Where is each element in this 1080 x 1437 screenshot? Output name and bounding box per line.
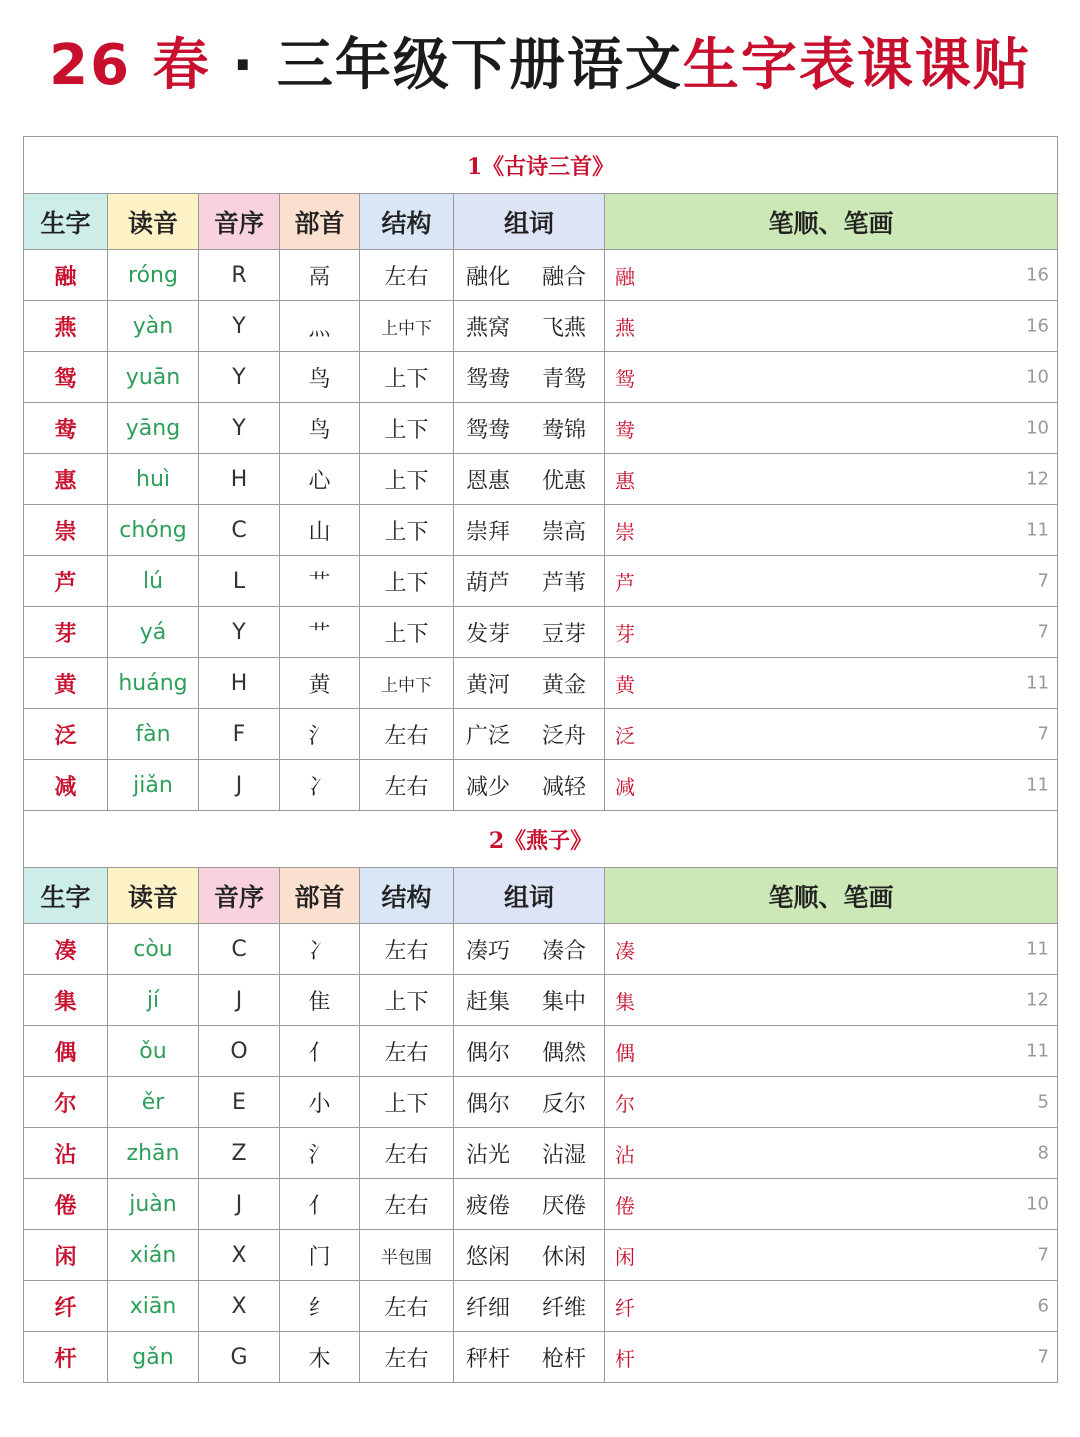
- structure-cell: 左右: [360, 1026, 454, 1077]
- radical-cell: 灬: [280, 301, 360, 352]
- word-1: 沾光: [466, 1142, 511, 1168]
- stroke-count: 12: [1026, 989, 1049, 1011]
- char-cell: 尔: [24, 1077, 108, 1128]
- char-cell: 鸯: [24, 403, 108, 454]
- word-2: 偶然: [542, 1040, 587, 1066]
- word-1: 秤杆: [466, 1346, 511, 1372]
- stroke-final-char: 偶: [615, 1040, 636, 1065]
- stroke-order-cell: [605, 1230, 1058, 1281]
- structure-cell: 左右: [360, 1281, 454, 1332]
- stroke-count: 11: [1026, 1040, 1049, 1062]
- stroke-count: 11: [1026, 672, 1049, 694]
- words-cell: [454, 250, 605, 301]
- header-order: 音序: [199, 194, 280, 250]
- table-row: [24, 301, 1058, 352]
- radical-cell: 山: [280, 505, 360, 556]
- structure-cell: 左右: [360, 1179, 454, 1230]
- pinyin-cell: huáng: [108, 658, 199, 709]
- table-row: [24, 1026, 1058, 1077]
- stroke-order-cell: [605, 975, 1058, 1026]
- word-2: 集中: [542, 989, 587, 1015]
- pinyin-cell: yá: [108, 607, 199, 658]
- structure-cell: 上下: [360, 975, 454, 1026]
- word-2: 厌倦: [542, 1193, 587, 1219]
- table-row: [24, 975, 1058, 1026]
- radical-cell: 木: [280, 1332, 360, 1383]
- header-char: 生字: [24, 868, 108, 924]
- pinyin-cell: còu: [108, 924, 199, 975]
- stroke-sequence: [605, 414, 636, 443]
- words-cell: [454, 658, 605, 709]
- structure-cell: 左右: [360, 1332, 454, 1383]
- stroke-sequence: [605, 1190, 636, 1219]
- header-order: 音序: [199, 868, 280, 924]
- word-1: 凑巧: [466, 938, 511, 964]
- stroke-count: 6: [1037, 1295, 1049, 1317]
- pinyin-cell: fàn: [108, 709, 199, 760]
- words-cell: [454, 1026, 605, 1077]
- title-part2: 三年级下册语文: [276, 33, 683, 98]
- stroke-order-cell: [605, 1179, 1058, 1230]
- word-1: 偶尔: [466, 1040, 511, 1066]
- char-cell: 凑: [24, 924, 108, 975]
- title-part1: 26 春: [49, 33, 211, 98]
- structure-cell: 上中下: [360, 301, 454, 352]
- table-row: [24, 352, 1058, 403]
- stroke-order-cell: [605, 607, 1058, 658]
- words-cell: [454, 607, 605, 658]
- words-cell: [454, 924, 605, 975]
- stroke-count: 12: [1026, 468, 1049, 490]
- radical-cell: 鬲: [280, 250, 360, 301]
- char-cell: 泛: [24, 709, 108, 760]
- order-cell: C: [199, 924, 280, 975]
- radical-cell: 鸟: [280, 403, 360, 454]
- stroke-order-cell: [605, 658, 1058, 709]
- word-1: 黄河: [466, 672, 511, 698]
- words-cell: [454, 403, 605, 454]
- table-row: [24, 924, 1058, 975]
- stroke-count: 7: [1037, 621, 1049, 643]
- table-row: [24, 250, 1058, 301]
- section-header: [24, 137, 1058, 194]
- pinyin-cell: ǒu: [108, 1026, 199, 1077]
- stroke-count: 16: [1026, 264, 1049, 286]
- page-title: [0, 0, 1080, 132]
- stroke-order-cell: [605, 403, 1058, 454]
- stroke-final-char: 鸳: [615, 366, 636, 391]
- word-1: 偶尔: [466, 1091, 511, 1117]
- stroke-final-char: 纤: [615, 1295, 636, 1320]
- stroke-final-char: 燕: [615, 315, 636, 340]
- word-1: 发芽: [466, 621, 511, 647]
- word-2: 芦苇: [542, 570, 587, 596]
- order-cell: Y: [199, 607, 280, 658]
- stroke-order-cell: [605, 1077, 1058, 1128]
- order-cell: H: [199, 658, 280, 709]
- radical-cell: 隹: [280, 975, 360, 1026]
- pinyin-cell: zhān: [108, 1128, 199, 1179]
- stroke-order-cell: [605, 1281, 1058, 1332]
- stroke-final-char: 闲: [615, 1244, 636, 1269]
- header-pinyin: 读音: [108, 194, 199, 250]
- structure-cell: 左右: [360, 924, 454, 975]
- char-cell: 芽: [24, 607, 108, 658]
- pinyin-cell: yuān: [108, 352, 199, 403]
- structure-cell: 上下: [360, 352, 454, 403]
- word-1: 恩惠: [466, 468, 511, 494]
- stroke-sequence: [605, 1037, 636, 1066]
- vocab-table: [23, 136, 1058, 1383]
- table-row: [24, 607, 1058, 658]
- structure-cell: 左右: [360, 760, 454, 811]
- stroke-count: 7: [1037, 1346, 1049, 1368]
- order-cell: R: [199, 250, 280, 301]
- stroke-sequence: [605, 1241, 636, 1270]
- stroke-final-char: 惠: [615, 468, 636, 493]
- order-cell: J: [199, 1179, 280, 1230]
- word-1: 减少: [466, 774, 511, 800]
- header-words: 组词: [454, 868, 605, 924]
- table-row: [24, 1128, 1058, 1179]
- stroke-final-char: 融: [615, 264, 636, 289]
- radical-cell: 艹: [280, 556, 360, 607]
- radical-cell: 艹: [280, 607, 360, 658]
- char-cell: 集: [24, 975, 108, 1026]
- radical-cell: 氵: [280, 709, 360, 760]
- stroke-order-cell: [605, 709, 1058, 760]
- order-cell: G: [199, 1332, 280, 1383]
- word-1: 悠闲: [466, 1244, 511, 1270]
- table-row: [24, 454, 1058, 505]
- stroke-final-char: 倦: [615, 1193, 636, 1218]
- radical-cell: 黄: [280, 658, 360, 709]
- stroke-order-cell: [605, 505, 1058, 556]
- word-2: 鸯锦: [542, 417, 587, 443]
- structure-cell: 上下: [360, 505, 454, 556]
- column-header-row: [24, 194, 1058, 250]
- radical-cell: 氵: [280, 1128, 360, 1179]
- words-cell: [454, 709, 605, 760]
- words-cell: [454, 760, 605, 811]
- pinyin-cell: róng: [108, 250, 199, 301]
- char-cell: 纤: [24, 1281, 108, 1332]
- word-1: 纤细: [466, 1295, 511, 1321]
- radical-cell: 冫: [280, 924, 360, 975]
- char-cell: 闲: [24, 1230, 108, 1281]
- word-2: 休闲: [542, 1244, 587, 1270]
- stroke-final-char: 凑: [615, 938, 636, 963]
- word-1: 融化: [466, 264, 511, 290]
- word-2: 黄金: [542, 672, 587, 698]
- stroke-count: 8: [1037, 1142, 1049, 1164]
- word-2: 纤维: [542, 1295, 587, 1321]
- word-1: 崇拜: [466, 519, 511, 545]
- char-cell: 鸳: [24, 352, 108, 403]
- word-1: 燕窝: [466, 315, 511, 341]
- radical-cell: 心: [280, 454, 360, 505]
- pinyin-cell: xián: [108, 1230, 199, 1281]
- order-cell: Y: [199, 403, 280, 454]
- stroke-sequence: [605, 312, 636, 341]
- table-row: [24, 1179, 1058, 1230]
- char-cell: 崇: [24, 505, 108, 556]
- radical-cell: 亻: [280, 1026, 360, 1077]
- words-cell: [454, 301, 605, 352]
- word-2: 减轻: [542, 774, 587, 800]
- section-title: 1《古诗三首》: [24, 137, 1058, 194]
- stroke-sequence: [605, 935, 636, 964]
- header-words: 组词: [454, 194, 605, 250]
- stroke-sequence: [605, 720, 636, 749]
- stroke-sequence: [605, 1139, 636, 1168]
- word-2: 泛舟: [542, 723, 587, 749]
- word-1: 赶集: [466, 989, 511, 1015]
- words-cell: [454, 1281, 605, 1332]
- stroke-order-cell: [605, 1332, 1058, 1383]
- stroke-order-cell: [605, 250, 1058, 301]
- pinyin-cell: lú: [108, 556, 199, 607]
- stroke-count: 11: [1026, 774, 1049, 796]
- pinyin-cell: juàn: [108, 1179, 199, 1230]
- structure-cell: 上下: [360, 1077, 454, 1128]
- stroke-order-cell: [605, 454, 1058, 505]
- char-cell: 沾: [24, 1128, 108, 1179]
- table-row: [24, 1332, 1058, 1383]
- table-row: [24, 1230, 1058, 1281]
- order-cell: X: [199, 1281, 280, 1332]
- structure-cell: 半包围: [360, 1230, 454, 1281]
- stroke-sequence: [605, 1292, 636, 1321]
- stroke-order-cell: [605, 760, 1058, 811]
- words-cell: [454, 505, 605, 556]
- order-cell: X: [199, 1230, 280, 1281]
- section-header: [24, 811, 1058, 868]
- order-cell: E: [199, 1077, 280, 1128]
- stroke-count: 10: [1026, 417, 1049, 439]
- section-title: 2《燕子》: [24, 811, 1058, 868]
- stroke-sequence: [605, 618, 636, 647]
- stroke-order-cell: [605, 1128, 1058, 1179]
- words-cell: [454, 1179, 605, 1230]
- word-2: 融合: [542, 264, 587, 290]
- structure-cell: 上下: [360, 607, 454, 658]
- structure-cell: 左右: [360, 1128, 454, 1179]
- stroke-final-char: 崇: [615, 519, 636, 544]
- table-row: [24, 505, 1058, 556]
- word-1: 广泛: [466, 723, 511, 749]
- stroke-sequence: [605, 986, 636, 1015]
- pinyin-cell: yāng: [108, 403, 199, 454]
- stroke-sequence: [605, 1343, 636, 1372]
- structure-cell: 上下: [360, 556, 454, 607]
- pinyin-cell: jiǎn: [108, 760, 199, 811]
- word-1: 葫芦: [466, 570, 511, 596]
- header-strokes: 笔顺、笔画: [605, 868, 1058, 924]
- order-cell: Z: [199, 1128, 280, 1179]
- word-2: 枪杆: [542, 1346, 587, 1372]
- header-strokes: 笔顺、笔画: [605, 194, 1058, 250]
- word-1: 鸳鸯: [466, 417, 511, 443]
- stroke-sequence: [605, 669, 636, 698]
- stroke-sequence: [605, 363, 636, 392]
- stroke-count: 7: [1037, 570, 1049, 592]
- char-cell: 减: [24, 760, 108, 811]
- header-radical: 部首: [280, 868, 360, 924]
- table-row: [24, 1077, 1058, 1128]
- word-1: 鸳鸯: [466, 366, 511, 392]
- pinyin-cell: huì: [108, 454, 199, 505]
- words-cell: [454, 1230, 605, 1281]
- order-cell: L: [199, 556, 280, 607]
- stroke-final-char: 芦: [615, 570, 636, 595]
- structure-cell: 上下: [360, 403, 454, 454]
- char-cell: 惠: [24, 454, 108, 505]
- pinyin-cell: gǎn: [108, 1332, 199, 1383]
- stroke-sequence: [605, 516, 636, 545]
- stroke-order-cell: [605, 924, 1058, 975]
- stroke-count: 5: [1037, 1091, 1049, 1113]
- stroke-count: 11: [1026, 519, 1049, 541]
- title-dot: ·: [232, 33, 256, 98]
- char-cell: 偶: [24, 1026, 108, 1077]
- pinyin-cell: xiān: [108, 1281, 199, 1332]
- table-row: [24, 709, 1058, 760]
- order-cell: O: [199, 1026, 280, 1077]
- order-cell: Y: [199, 301, 280, 352]
- word-2: 反尔: [542, 1091, 587, 1117]
- char-cell: 芦: [24, 556, 108, 607]
- word-2: 凑合: [542, 938, 587, 964]
- stroke-final-char: 黄: [615, 672, 636, 697]
- order-cell: Y: [199, 352, 280, 403]
- word-2: 优惠: [542, 468, 587, 494]
- radical-cell: 小: [280, 1077, 360, 1128]
- words-cell: [454, 556, 605, 607]
- stroke-count: 7: [1037, 1244, 1049, 1266]
- word-2: 崇高: [542, 519, 587, 545]
- words-cell: [454, 1077, 605, 1128]
- stroke-final-char: 杆: [615, 1346, 636, 1371]
- stroke-count: 7: [1037, 723, 1049, 745]
- table-row: [24, 760, 1058, 811]
- pinyin-cell: jí: [108, 975, 199, 1026]
- radical-cell: 鸟: [280, 352, 360, 403]
- stroke-order-cell: [605, 556, 1058, 607]
- pinyin-cell: yàn: [108, 301, 199, 352]
- pinyin-cell: chóng: [108, 505, 199, 556]
- stroke-sequence: [605, 1088, 636, 1117]
- stroke-sequence: [605, 261, 636, 290]
- stroke-final-char: 沾: [615, 1142, 636, 1167]
- stroke-order-cell: [605, 1026, 1058, 1077]
- stroke-count: 10: [1026, 1193, 1049, 1215]
- stroke-sequence: [605, 567, 636, 596]
- char-cell: 倦: [24, 1179, 108, 1230]
- words-cell: [454, 1128, 605, 1179]
- stroke-final-char: 芽: [615, 621, 636, 646]
- word-2: 飞燕: [542, 315, 587, 341]
- header-pinyin: 读音: [108, 868, 199, 924]
- stroke-count: 10: [1026, 366, 1049, 388]
- word-1: 疲倦: [466, 1193, 511, 1219]
- words-cell: [454, 975, 605, 1026]
- radical-cell: 冫: [280, 760, 360, 811]
- stroke-count: 11: [1026, 938, 1049, 960]
- table-row: [24, 403, 1058, 454]
- structure-cell: 上中下: [360, 658, 454, 709]
- word-2: 豆芽: [542, 621, 587, 647]
- order-cell: H: [199, 454, 280, 505]
- order-cell: C: [199, 505, 280, 556]
- stroke-final-char: 尔: [615, 1091, 636, 1116]
- order-cell: F: [199, 709, 280, 760]
- structure-cell: 左右: [360, 709, 454, 760]
- order-cell: J: [199, 760, 280, 811]
- header-radical: 部首: [280, 194, 360, 250]
- word-2: 青鸳: [542, 366, 587, 392]
- table-row: [24, 1281, 1058, 1332]
- stroke-final-char: 泛: [615, 723, 636, 748]
- table-row: [24, 556, 1058, 607]
- words-cell: [454, 454, 605, 505]
- header-char: 生字: [24, 194, 108, 250]
- header-structure: 结构: [360, 194, 454, 250]
- structure-cell: 左右: [360, 250, 454, 301]
- char-cell: 融: [24, 250, 108, 301]
- word-2: 沾湿: [542, 1142, 587, 1168]
- radical-cell: 门: [280, 1230, 360, 1281]
- column-header-row: [24, 868, 1058, 924]
- stroke-final-char: 集: [615, 989, 636, 1014]
- char-cell: 黄: [24, 658, 108, 709]
- words-cell: [454, 1332, 605, 1383]
- stroke-order-cell: [605, 352, 1058, 403]
- char-cell: 杆: [24, 1332, 108, 1383]
- stroke-sequence: [605, 465, 636, 494]
- stroke-sequence: [605, 771, 636, 800]
- structure-cell: 上下: [360, 454, 454, 505]
- stroke-order-cell: [605, 301, 1058, 352]
- header-structure: 结构: [360, 868, 454, 924]
- stroke-final-char: 减: [615, 774, 636, 799]
- char-cell: 燕: [24, 301, 108, 352]
- title-part3: 生字表课课贴: [682, 33, 1031, 98]
- stroke-count: 16: [1026, 315, 1049, 337]
- radical-cell: 纟: [280, 1281, 360, 1332]
- words-cell: [454, 352, 605, 403]
- order-cell: J: [199, 975, 280, 1026]
- pinyin-cell: ěr: [108, 1077, 199, 1128]
- table-row: [24, 658, 1058, 709]
- stroke-final-char: 鸯: [615, 417, 636, 442]
- radical-cell: 亻: [280, 1179, 360, 1230]
